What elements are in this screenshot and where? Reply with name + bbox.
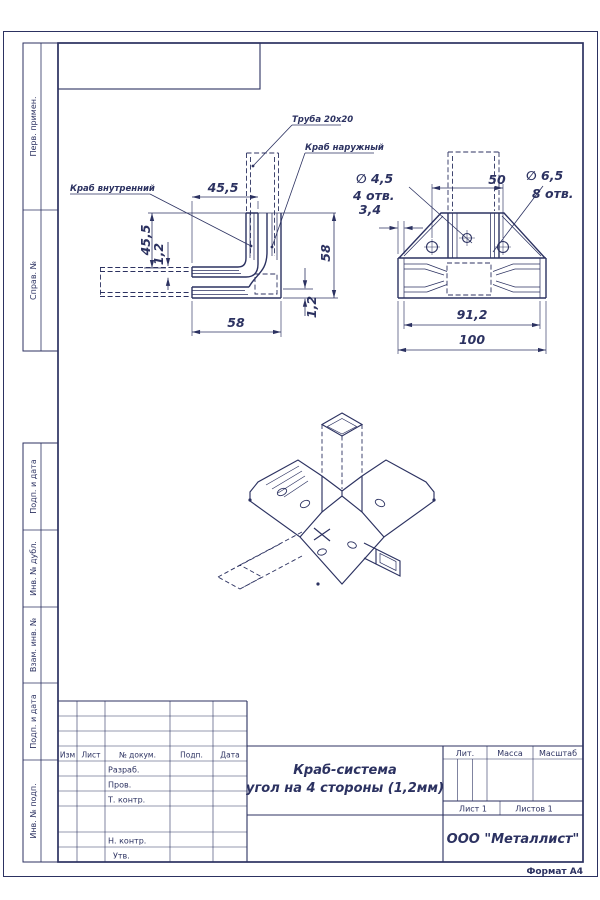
tb-col-list: Лист <box>81 750 101 760</box>
callout-crab-outer: Краб наружный <box>305 143 384 153</box>
front-view <box>100 153 281 298</box>
margin-box-top-group <box>23 43 58 351</box>
iso-corner-dots <box>248 498 435 585</box>
doc-title-line2: угол на 4 стороны (1,2мм) <box>246 781 444 796</box>
side-view <box>398 152 546 298</box>
callout-dia65-qty: 8 отв. <box>532 186 574 201</box>
tb-sheets-label: Листов 1 <box>515 804 553 814</box>
dim-front-top: 45,5 <box>207 180 239 195</box>
callout-dia45-qty: 4 отв. <box>353 188 395 203</box>
margin-label-inv-podp: Инв. № подп. <box>29 783 38 839</box>
dim-front-bottom: 58 <box>227 315 245 330</box>
leader-dots <box>250 165 274 249</box>
dim-front-left-thickness: 1,2 <box>151 242 166 266</box>
tb-mass-label: Масса <box>497 749 523 758</box>
dim-side-offset: 3,4 <box>358 202 382 217</box>
side-view-inner-lines <box>404 213 541 298</box>
side-view-outline <box>398 213 546 298</box>
tb-sheet-label: Лист 1 <box>459 804 487 814</box>
dim-side-outer: 100 <box>458 332 486 347</box>
iso-hidden-tubes <box>218 425 362 590</box>
tb-row-utv: Утв. <box>113 851 130 861</box>
company-name: ООО "Металлист" <box>446 832 580 847</box>
tb-col-izm: Изм <box>59 750 76 760</box>
front-view-inner-walls <box>192 213 277 295</box>
iso-detail-lines <box>266 419 396 571</box>
thickness-arrows <box>168 228 423 319</box>
tb-row-razrab: Разраб. <box>108 765 140 775</box>
tb-col-podp: Подп. <box>180 750 203 760</box>
isometric-view <box>218 413 436 589</box>
dim-side-inner: 91,2 <box>456 307 488 322</box>
callout-dia65: ∅ 6,5 <box>526 168 564 183</box>
tb-col-data: Дата <box>220 750 240 760</box>
title-block-text <box>60 749 583 877</box>
dim-front-bottom-thickness: 1,2 <box>304 295 319 319</box>
tb-col-ndokum: № докум. <box>119 750 156 760</box>
tb-row-tkontr: Т. контр. <box>108 795 146 805</box>
tb-scale-label: Масштаб <box>538 749 578 758</box>
tb-lit-label: Лит. <box>455 749 475 758</box>
inner-frame <box>58 43 583 862</box>
extension-lines <box>144 184 546 354</box>
callout-dia45: ∅ 4,5 <box>356 171 394 186</box>
top-designation-box <box>58 43 260 89</box>
tb-row-prov: Пров. <box>108 780 132 790</box>
iso-center-cross <box>314 528 330 541</box>
margin-label-podp-data-1: Подп. и дата <box>29 459 38 514</box>
callout-crab-inner: Краб внутренний <box>70 184 155 194</box>
format-label: Формат А4 <box>526 867 583 877</box>
callout-tube: Труба 20x20 <box>292 115 354 125</box>
tb-row-nkontr: Н. контр. <box>108 836 147 846</box>
front-view-outline <box>192 213 281 298</box>
margin-label-sprav-no: Справ. № <box>29 261 38 300</box>
dim-front-left: 45,5 <box>138 224 153 256</box>
dimension-text <box>70 114 574 347</box>
margin-label-inv-dubl: Инв. № дубл. <box>29 541 38 596</box>
dim-front-right: 58 <box>318 244 333 262</box>
margin-labels <box>29 96 38 838</box>
margin-label-vzam-inv: Взам. инв. № <box>29 617 38 673</box>
margin-label-perv-primen: Перв. примен. <box>29 96 38 157</box>
margin-label-podp-data-2: Подп. и дата <box>29 694 38 749</box>
doc-title-line1: Краб-система <box>293 763 397 778</box>
dim-side-pitch: 50 <box>488 172 506 187</box>
